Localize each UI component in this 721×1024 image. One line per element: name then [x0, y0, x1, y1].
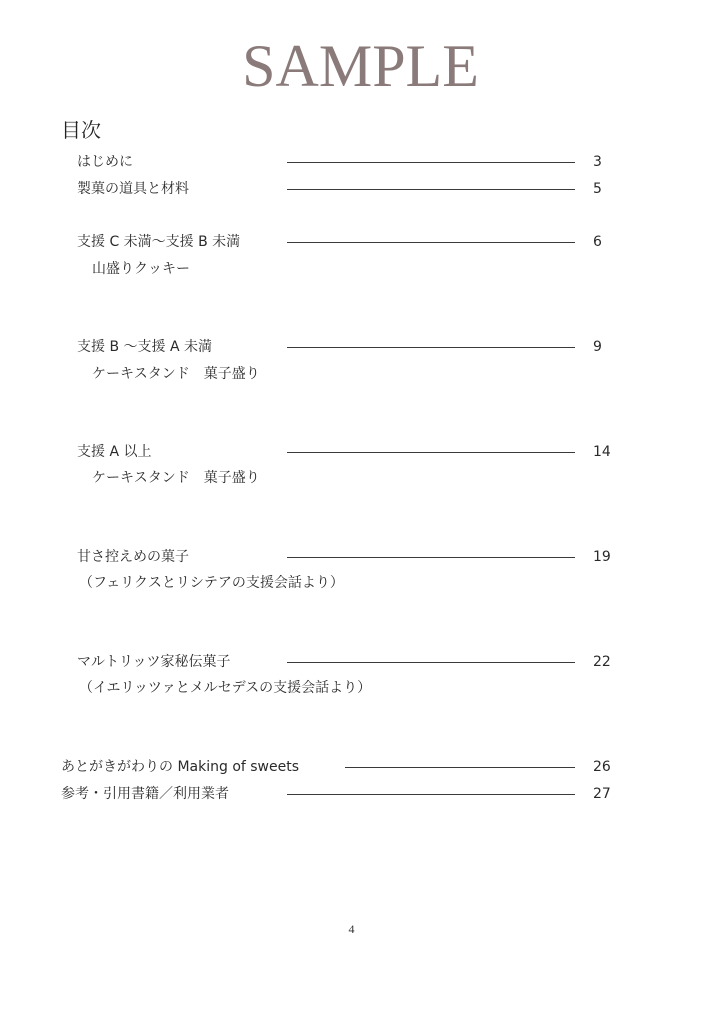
- toc-entry-label: 支援 C 未満〜支援 B 未満: [77, 234, 241, 250]
- toc-page-number: 22: [593, 654, 611, 670]
- toc-entry-subtitle: ケーキスタンド 菓子盛り: [92, 470, 260, 486]
- toc-entry-subtitle: 山盛りクッキー: [92, 261, 190, 277]
- toc-page-number: 6: [593, 234, 602, 250]
- leader-line: [287, 452, 575, 453]
- leader-line: [287, 794, 575, 795]
- toc-entry-subtitle: （イエリッツァとメルセデスの支援会話より）: [79, 680, 372, 696]
- toc-entry-introduction[interactable]: [0, 152, 721, 172]
- toc-entry-afterword[interactable]: [0, 757, 721, 777]
- toc-entry-label: 製菓の道具と材料: [77, 181, 189, 197]
- leader-line: [287, 347, 575, 348]
- toc-entry-label: マルトリッツ家秘伝菓子: [77, 654, 231, 670]
- toc-entry-subtitle: （フェリクスとリシテアの支援会話より）: [79, 575, 344, 591]
- leader-line: [287, 557, 575, 558]
- toc-entry-family-secret[interactable]: [0, 652, 721, 672]
- toc-entry-subtitle: ケーキスタンド 菓子盛り: [92, 366, 260, 382]
- toc-entry-support-c[interactable]: [0, 232, 721, 252]
- leader-line: [287, 189, 575, 190]
- toc-page-number: 5: [593, 181, 602, 197]
- leader-line: [287, 162, 575, 163]
- toc-entry-label: はじめに: [77, 154, 133, 170]
- page-number: 4: [348, 922, 355, 936]
- toc-page-number: 14: [593, 444, 611, 460]
- toc-page-number: 26: [593, 759, 611, 775]
- toc-entry-tools-materials[interactable]: [0, 179, 721, 199]
- toc-entry-support-a[interactable]: [0, 442, 721, 462]
- toc-page-number: 3: [593, 154, 602, 170]
- toc-entry-label: あとがきがわりの Making of sweets: [61, 759, 300, 775]
- sample-watermark: SAMPLE: [242, 33, 479, 99]
- toc-entry-label: 支援 A 以上: [77, 444, 152, 460]
- toc-page-number: 19: [593, 549, 611, 565]
- toc-page-number: 9: [593, 339, 602, 355]
- toc-entry-support-b[interactable]: [0, 337, 721, 357]
- toc-page-number: 27: [593, 786, 611, 802]
- leader-line: [287, 662, 575, 663]
- toc-entry-less-sweet[interactable]: [0, 547, 721, 567]
- toc-entry-label: 参考・引用書籍／利用業者: [61, 786, 229, 802]
- leader-line: [345, 767, 575, 768]
- toc-title: 目次: [61, 118, 101, 142]
- toc-entry-label: 甘さ控えめの菓子: [77, 549, 189, 565]
- leader-line: [287, 242, 575, 243]
- toc-entry-label: 支援 B 〜支援 A 未満: [77, 339, 212, 355]
- toc-entry-references[interactable]: [0, 784, 721, 804]
